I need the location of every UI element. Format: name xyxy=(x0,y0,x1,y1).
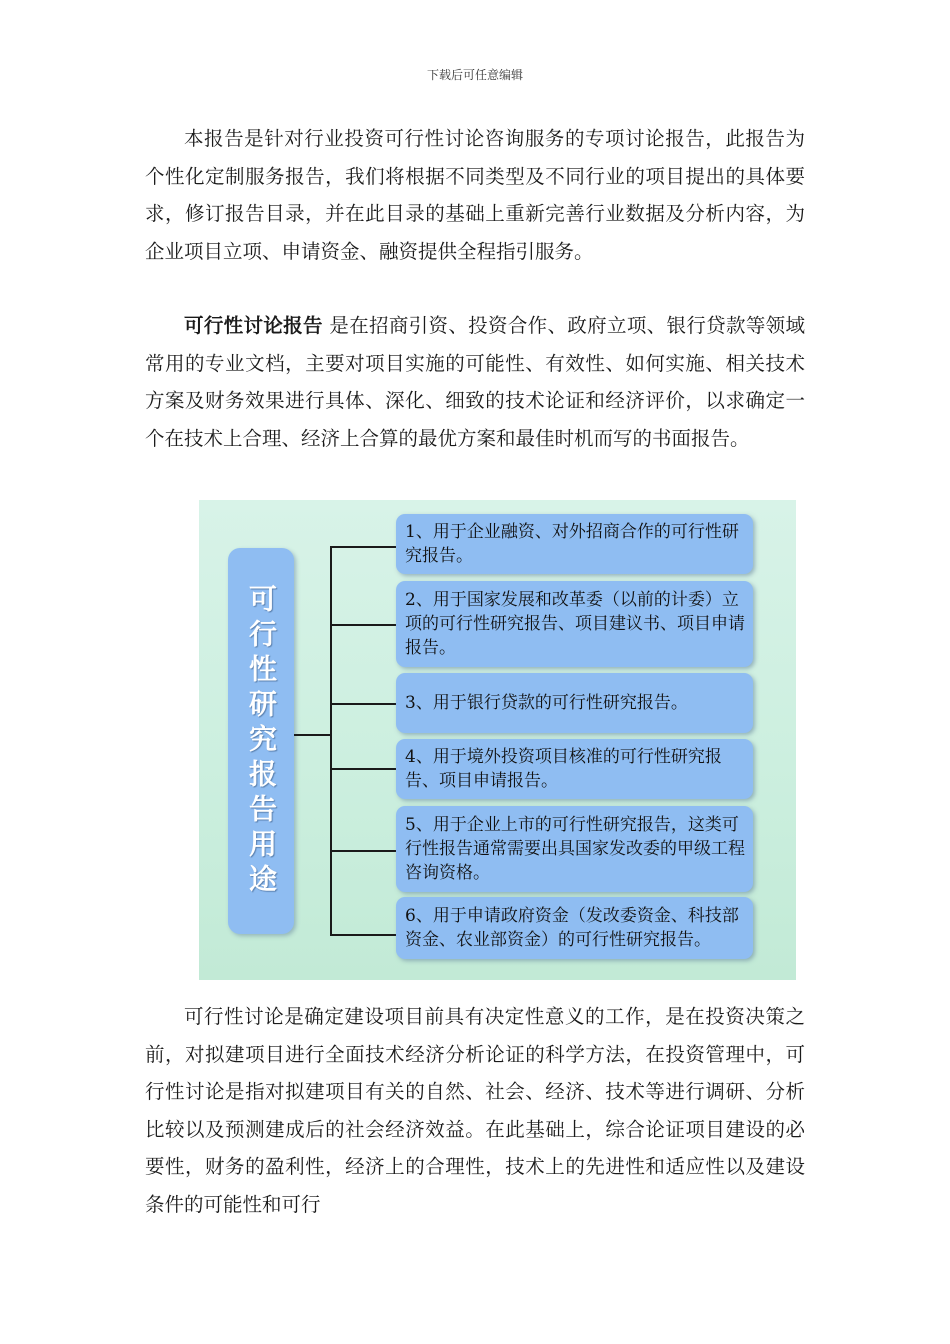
connector-stem xyxy=(294,734,332,736)
usage-item-1: 1、用于企业融资、对外招商合作的可行性研究报告。 xyxy=(396,514,753,574)
usage-item-3: 3、用于银行贷款的可行性研究报告。 xyxy=(396,673,753,733)
diagram-title-box xyxy=(228,548,294,934)
report-usage-diagram xyxy=(199,500,796,980)
usage-item-5: 5、用于企业上市的可行性研究报告，这类可行性报告通常需要出具国家发改委的甲级工程咨询资格。 xyxy=(396,806,753,892)
paragraph-intro: 本报告是针对行业投资可行性讨论咨询服务的专项讨论报告，此报告为个性化定制服务报告，我们将根据不同类型及不同行业的项目提出的具体要求，修订报告目录，并在此目录的基础上重新完善行业数据及分析内容，为企业项目立项、申请资金、融资提供全程指引服务。 xyxy=(145,127,805,263)
connector-spine xyxy=(330,546,332,936)
connector-branch-6 xyxy=(330,934,396,936)
diagram-title: 可行性研究报告用途 xyxy=(245,583,278,899)
connector-branch-2 xyxy=(330,624,396,626)
usage-item-6: 6、用于申请政府资金（发改委资金、科技部资金、农业部资金）的可行性研究报告。 xyxy=(396,897,753,959)
usage-item-2: 2、用于国家发展和改革委（以前的计委）立项的可行性研究报告、项目建议书、项目申请报告。 xyxy=(396,581,753,667)
connector-branch-5 xyxy=(330,850,396,852)
connector-branch-1 xyxy=(330,546,396,548)
connector-branch-4 xyxy=(330,768,396,770)
connector-branch-3 xyxy=(330,703,396,705)
paragraph-definition xyxy=(145,307,805,457)
paragraph-feasibility-study: 可行性讨论是确定建设项目前具有决定性意义的工作，是在投资决策之前，对拟建项目进行全面技术经济分析论证的科学方法，在投资管理中，可行性讨论是指对拟建项目有关的自然、社会、经济、技术等进行调研、分析比较以及预测建成后的社会经济效益。在此基础上，综合论证项目建设的必要性，财务的盈利性，经济上的合理性，技术上的先进性和适应性以及建设条件的可能性和可行 xyxy=(145,1005,805,1216)
usage-item-4: 4、用于境外投资项目核准的可行性研究报告、项目申请报告。 xyxy=(396,739,753,799)
definition-text: 是在招商引资、投资合作、政府立项、银行贷款等领域常用的专业文档，主要对项目实施的可能性、有效性、如何实施、相关技术方案及财务效果进行具体、深化、细致的技术论证和经济评价，以求确定一个在技术上合理、经济上合算的最优方案和最佳时机而写的书面报告。 xyxy=(145,314,805,450)
page-header: 下载后可任意编辑 xyxy=(426,68,523,82)
report-term: 可行性讨论报告 xyxy=(184,314,323,337)
